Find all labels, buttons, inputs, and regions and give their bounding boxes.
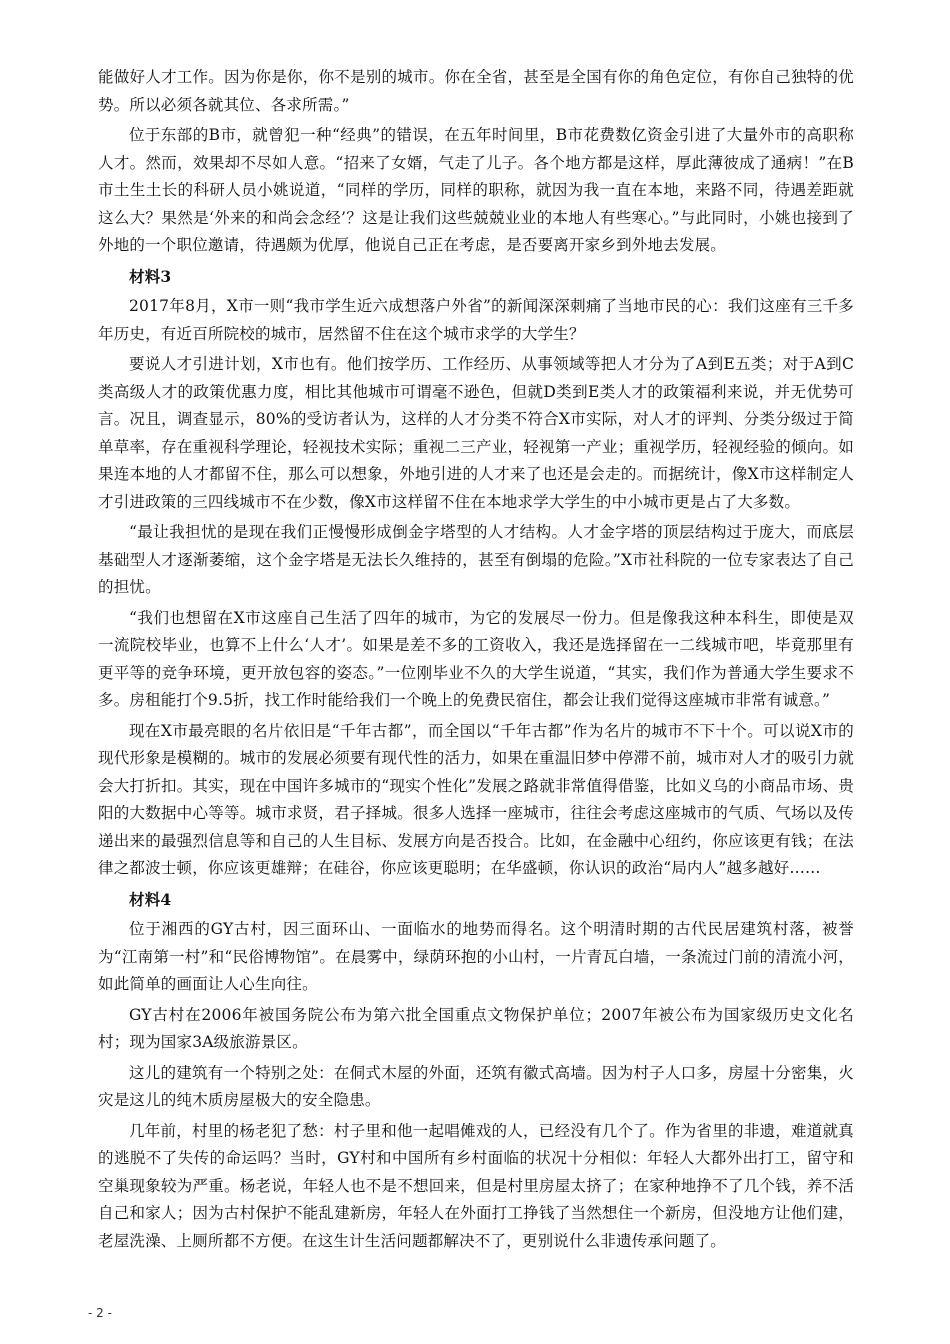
material-3-paragraph-5: 现在X市最亮眼的名片依旧是“千年古都”，而全国以“千年古都”作为名片的城市不下十个。可以说X市的现代形象是模糊的。城市的发展必须要有现代性的活力，如果在重温旧梦中停滞不前，城市对人才的吸引力就会大打折扣。其实，现在中国许多城市的“现实个性化”发展之路就非常值得借鉴，比如义乌的小商品市场、贵阳的大数据中心等等。城市求贤，君子择城。很多人选择一座城市，往往会考虑这座城市的气质、气场以及传递出来的最强烈信息等和自己的人生目标、发展方向是否投合。比如，在金融中心纽约，你应该更有钱；在法律之都波士顿，你应该更雄辩；在硅谷，你应该更聪明；在华盛顿，你认识的政治“局内人”越多越好…… [98, 721, 854, 877]
paragraph-continued: 能做好人才工作。因为你是你，你不是别的城市。你在全省，甚至是全国有你的角色定位，有你自己独特的优势。所以必须各就其位、各求所需。” [98, 68, 854, 114]
material-4-heading: 材料4 [129, 889, 172, 909]
material-3-paragraph-3: “最让我担忧的是现在我们正慢慢形成倒金字塔型的人才结构。人才金字塔的顶层结构过于庞大，而底层基础型人才逐渐萎缩，这个金字塔是无法长久维持的，甚至有倒塌的危险。”X市社科院的一位专家表达了自己的担忧。 [98, 523, 854, 596]
material-4-paragraph-2: GY古村在2006年被国务院公布为第六批全国重点文物保护单位；2007年被公布为国家级历史文化名村；现为国家3A级旅游景区。 [98, 1005, 854, 1051]
material-3-paragraph-4: “我们也想留在X市这座自己生活了四年的城市，为它的发展尽一份力。但是像我这种本科生，即使是双一流院校毕业，也算不上什么‘人才’。如果是差不多的工资收入，我还是选择留在一二线城市吧，毕竟那里有更平等的竞争环境，更开放包容的姿态。”一位刚毕业不久的大学生说道，“其实，我们作为普通大学生要求不多。房租能打个9.5折，找工作时能给我们一个晚上的免费民宿住，都会让我们觉得这座城市非常有诚意。” [98, 608, 854, 709]
material-4-paragraph-1: 位于湘西的GY古村，因三面环山、一面临水的地势而得名。这个明清时期的古代民居建筑村落，被誉为“江南第一村”和“民俗博物馆”。在晨雾中，绿荫环抱的小山村，一片青瓦白墙，一条流过门前的清流小河，如此简单的画面让人心生向往。 [98, 920, 854, 993]
material-4-paragraph-4: 几年前，村里的杨老犯了愁：村子里和他一起唱傩戏的人，已经没有几个了。作为省里的非遗，难道就真的逃脱不了失传的命运吗？当时，GY村和中国所有乡村面临的状况十分相似：年轻人大都外出打工，留守和空巢现象较为严重。杨老说，年轻人也不是不想回来，但是村里房屋太挤了；在家种地挣不了几个钱，养不活自己和家人；因为古村保护不能乱建新房，年轻人在外面打工挣钱了当然想住一个新房，但没地方让他们建，老屋洗澡、上厕所都不方便。在这生计生活问题都解决不了，更别说什么非遗传承问题了。 [98, 1121, 854, 1250]
material-3-paragraph-2: 要说人才引进计划，X市也有。他们按学历、工作经历、从事领域等把人才分为了A到E五类；对于A到C类高级人才的政策优惠力度，相比其他城市可谓毫不逊色，但就D类到E类人才的政策福利来说，并无优势可言。况且，调查显示，80%的受访者认为，这样的人才分类不符合X市实际，对人才的评判、分类分级过于简单草率，存在重视科学理论，轻视技术实际；重视二三产业，轻视第一产业；重视学历，轻视经验的倾向。如果连本地的人才都留不住，那么可以想象，外地引进的人才来了也还是会走的。而据统计，像X市这样制定人才引进政策的三四线城市不在少数，像X市这样留不住在本地求学大学生的中小城市更是占了大多数。 [98, 355, 854, 511]
page-number: - 2 - [88, 1306, 112, 1320]
paragraph-b-city: 位于东部的B市，就曾犯一种“经典”的错误，在五年时间里，B市花费数亿资金引进了大量外市的高职称人才。然而，效果却不尽如人意。“招来了女婿，气走了儿子。各个地方都是这样，厚此薄彼成了通病！”在B市土生土长的科研人员小姚说道，“同样的学历，同样的职称，就因为我一直在本地，来路不同，待遇差距就这么大？果然是‘外来的和尚会念经’？这是让我们这些兢兢业业的本地人有些寒心。”与此同时，小姚也接到了外地的一个职位邀请，待遇颇为优厚，他说自己正在考虑，是否要离开家乡到外地去发展。 [98, 126, 854, 254]
material-4-paragraph-3: 这儿的建筑有一个特别之处：在侗式木屋的外面，还筑有徽式高墙。因为村子人口多，房屋十分密集，火灾是这儿的纯木质房屋极大的安全隐患。 [98, 1063, 854, 1109]
material-3-paragraph-1: 2017年8月，X市一则“我市学生近六成想落户外省”的新闻深深刺痛了当地市民的心：我们这座有三千多年历史，有近百所院校的城市，居然留不住在这个城市求学的大学生？ [98, 297, 854, 343]
document-body [98, 64, 854, 1258]
material-3-heading: 材料3 [129, 266, 172, 286]
